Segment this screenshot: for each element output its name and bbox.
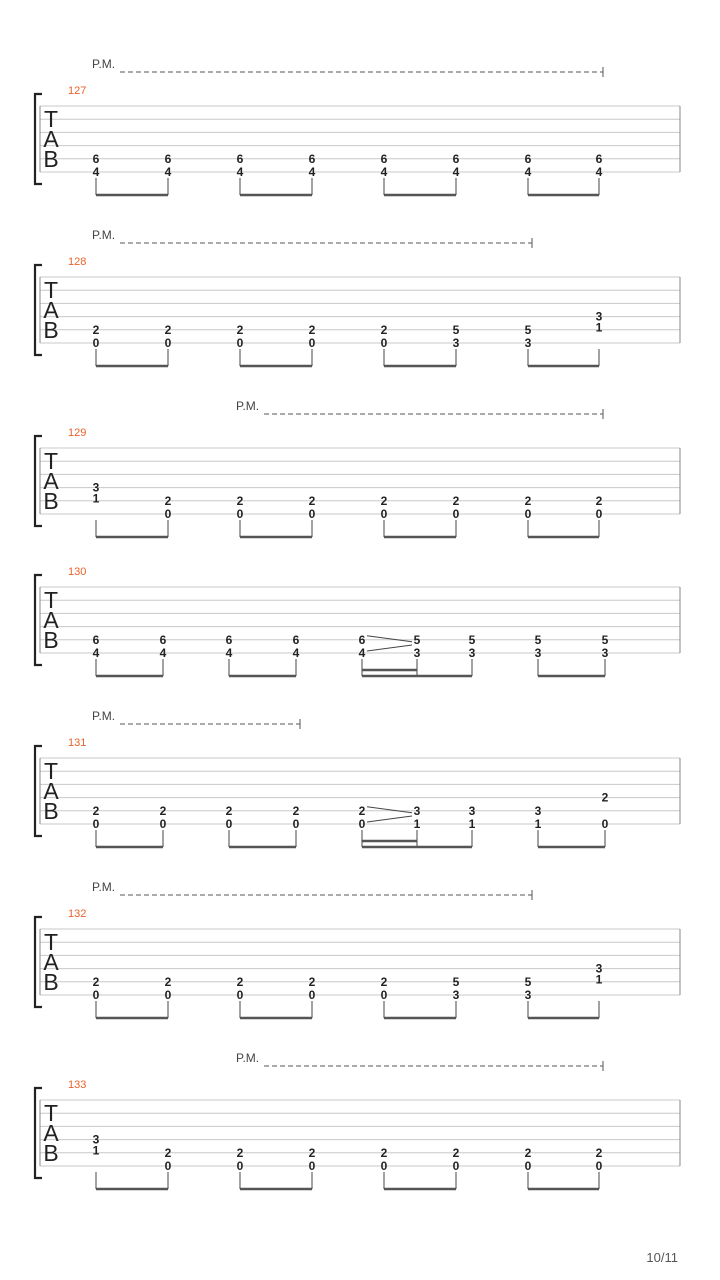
fret-number: 0 [236,336,244,350]
fret-number: 2 [358,803,366,818]
fret-number: 3 [595,309,603,324]
fret-number: 2 [164,322,172,337]
fret-number: 6 [164,151,172,166]
fret-number: 6 [292,632,300,647]
fret-number: 2 [236,493,244,508]
fret-number: 2 [92,803,100,818]
fret-number: 0 [159,817,167,831]
fret-number: 3 [534,803,542,818]
fret-number: 2 [452,493,460,508]
fret-number: 0 [380,507,388,521]
system-bracket [35,1088,42,1178]
measure-number: 127 [68,85,87,97]
fret-number: 6 [308,151,316,166]
fret-number: 4 [292,646,300,660]
fret-number: 0 [236,507,244,521]
fret-number: 0 [595,1159,603,1173]
fret-number: 4 [308,165,316,179]
fret-number: 2 [595,493,603,508]
fret-number: 5 [452,974,460,989]
fret-number: 0 [164,507,172,521]
measure-number: 132 [68,908,87,920]
tab-clef-letter: T [43,929,59,955]
measure-number: 128 [68,256,87,268]
fret-number: 2 [308,493,316,508]
system-bracket [35,917,42,1007]
fret-number: 5 [452,322,460,337]
slide-line [367,816,412,822]
page-number: 10/11 [646,1250,678,1265]
fret-number: 3 [413,803,421,818]
fret-number: 2 [308,322,316,337]
fret-number: 6 [236,151,244,166]
fret-number: 0 [164,1159,172,1173]
fret-number: 0 [380,336,388,350]
fret-number: 3 [534,646,542,660]
measure-number: 133 [68,1079,87,1091]
palm-mute-label: P.M. [92,709,116,723]
fret-number: 4 [225,646,233,660]
fret-number: 1 [413,817,421,831]
tab-clef-letter: B [43,798,59,824]
palm-mute-label: P.M. [92,880,116,894]
fret-number: 1 [92,491,100,506]
fret-number: 0 [292,817,300,831]
tab-clef-letter: B [43,317,59,343]
fret-number: 4 [164,165,172,179]
tab-clef-letter: B [43,627,59,653]
fret-number: 2 [452,1145,460,1160]
tab-clef-letter: A [43,1120,59,1146]
fret-number: 6 [92,151,100,166]
fret-number: 6 [225,632,233,647]
fret-number: 6 [524,151,532,166]
fret-number: 0 [380,988,388,1002]
fret-number: 4 [380,165,388,179]
fret-number: 0 [92,336,100,350]
fret-number: 4 [236,165,244,179]
fret-number: 3 [413,646,421,660]
fret-number: 0 [452,1159,460,1173]
fret-number: 6 [159,632,167,647]
fret-number: 2 [225,803,233,818]
fret-number: 2 [236,1145,244,1160]
fret-number: 2 [380,974,388,989]
fret-number: 1 [534,817,542,831]
fret-number: 0 [225,817,233,831]
fret-number: 4 [358,646,366,660]
fret-number: 4 [92,646,100,660]
fret-number: 0 [524,507,532,521]
fret-number: 0 [380,1159,388,1173]
fret-number: 1 [468,817,476,831]
tab-clef-letter: T [43,1100,59,1126]
system-bracket [35,436,42,526]
palm-mute-label: P.M. [92,57,116,71]
fret-number: 2 [595,1145,603,1160]
fret-number: 0 [358,817,366,831]
palm-mute-label: P.M. [236,1051,260,1065]
fret-number: 2 [164,493,172,508]
fret-number: 4 [452,165,460,179]
fret-number: 2 [236,322,244,337]
palm-mute-label: P.M. [92,228,116,242]
fret-number: 5 [413,632,421,647]
fret-number: 0 [308,1159,316,1173]
fret-number: 4 [524,165,532,179]
fret-number: 2 [524,493,532,508]
fret-number: 2 [292,803,300,818]
fret-number: 3 [92,480,100,495]
tab-clef-letter: T [43,448,59,474]
tab-clef-letter: A [43,126,59,152]
system-bracket [35,94,42,184]
fret-number: 2 [524,1145,532,1160]
tab-clef-letter: A [43,607,59,633]
fret-number: 5 [524,974,532,989]
fret-number: 3 [452,336,460,350]
fret-number: 0 [601,817,609,831]
fret-number: 0 [92,817,100,831]
fret-number: 4 [92,165,100,179]
measure-number: 129 [68,427,87,439]
slide-line [367,807,412,813]
fret-number: 2 [601,790,609,805]
fret-number: 2 [164,1145,172,1160]
tab-clef-letter: T [43,106,59,132]
system-bracket [35,575,42,665]
fret-number: 3 [468,646,476,660]
fret-number: 5 [534,632,542,647]
fret-number: 2 [308,974,316,989]
fret-number: 3 [452,988,460,1002]
fret-number: 0 [595,507,603,521]
fret-number: 2 [380,1145,388,1160]
tab-clef-letter: T [43,587,59,613]
tab-clef-letter: A [43,949,59,975]
fret-number: 0 [308,988,316,1002]
fret-number: 3 [524,988,532,1002]
fret-number: 2 [92,322,100,337]
tab-clef-letter: A [43,468,59,494]
tab-clef-letter: A [43,778,59,804]
fret-number: 0 [236,1159,244,1173]
fret-number: 2 [380,322,388,337]
tab-clef-letter: B [43,1140,59,1166]
fret-number: 3 [524,336,532,350]
fret-number: 2 [164,974,172,989]
fret-number: 5 [601,632,609,647]
fret-number: 6 [452,151,460,166]
fret-number: 2 [308,1145,316,1160]
fret-number: 1 [595,972,603,987]
fret-number: 2 [236,974,244,989]
fret-number: 0 [164,336,172,350]
fret-number: 2 [159,803,167,818]
system-bracket [35,746,42,836]
slide-line [367,645,412,651]
fret-number: 2 [92,974,100,989]
fret-number: 5 [468,632,476,647]
tab-clef-letter: A [43,297,59,323]
fret-number: 2 [380,493,388,508]
fret-number: 6 [595,151,603,166]
tab-clef-letter: T [43,758,59,784]
fret-number: 1 [92,1143,100,1158]
fret-number: 6 [358,632,366,647]
fret-number: 0 [164,988,172,1002]
measure-number: 130 [68,566,87,578]
fret-number: 3 [595,961,603,976]
tab-clef-letter: B [43,969,59,995]
fret-number: 0 [452,507,460,521]
slide-line [367,636,412,642]
palm-mute-label: P.M. [236,399,260,413]
fret-number: 1 [595,320,603,335]
tab-clef-letter: T [43,277,59,303]
fret-number: 6 [380,151,388,166]
measure-number: 131 [68,737,87,749]
fret-number: 0 [308,336,316,350]
fret-number: 0 [524,1159,532,1173]
system-bracket [35,265,42,355]
fret-number: 3 [601,646,609,660]
fret-number: 5 [524,322,532,337]
fret-number: 0 [92,988,100,1002]
tab-clef-letter: B [43,488,59,514]
fret-number: 6 [92,632,100,647]
fret-number: 3 [468,803,476,818]
fret-number: 3 [92,1132,100,1147]
fret-number: 4 [595,165,603,179]
fret-number: 0 [236,988,244,1002]
tab-clef-letter: B [43,146,59,172]
fret-number: 4 [159,646,167,660]
fret-number: 0 [308,507,316,521]
